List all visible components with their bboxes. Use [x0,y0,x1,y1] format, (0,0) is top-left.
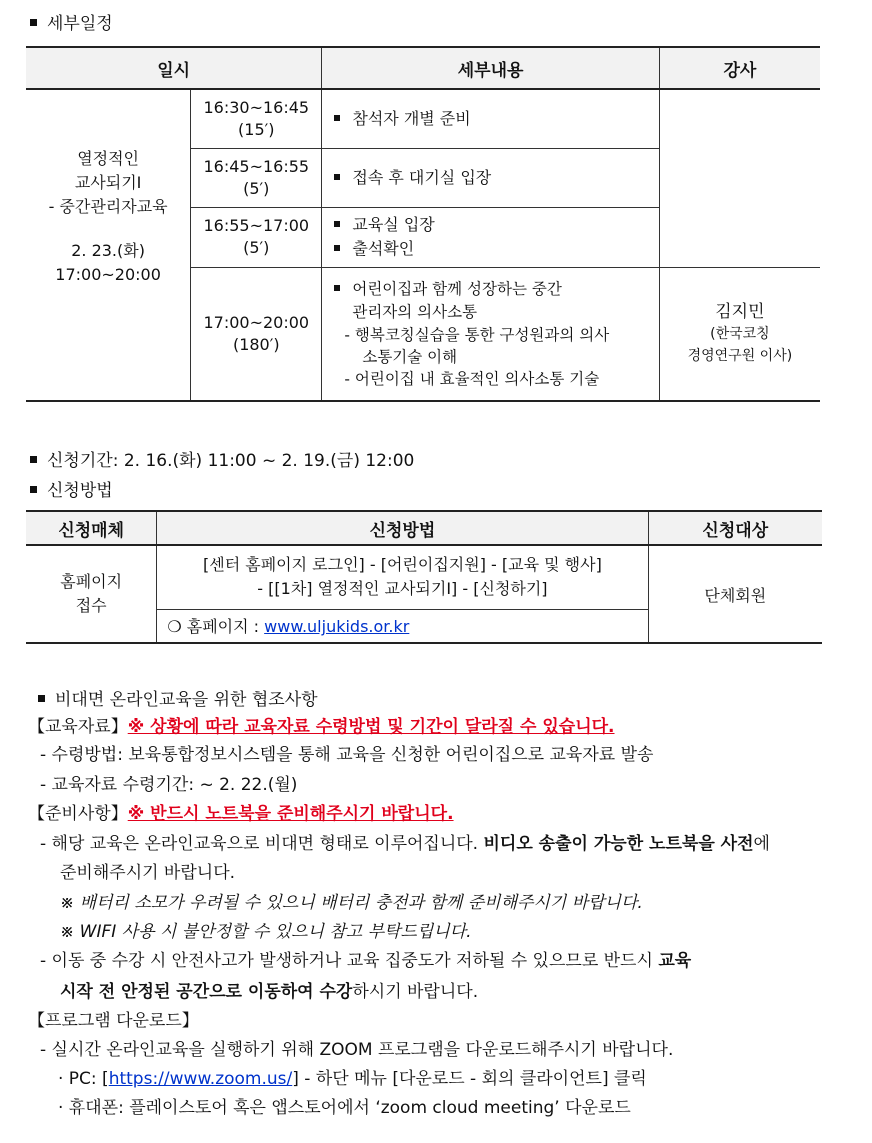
time-cell: 16:55~17:00 (5′) [191,207,322,267]
materials-label: 【교육자료】 [28,717,128,737]
program-title-2: 교사되기Ⅰ [74,173,142,192]
square-bullet-icon [38,695,45,702]
header-method: 신청방법 [157,511,648,545]
prep-note-1: ※ 배터리 소모가 우려될 수 있으니 배터리 충전과 함께 준비해주시기 바랍니다. [60,893,643,913]
download-line-1: - 실시간 온라인교육을 실행하기 위해 ZOOM 프로그램을 다운로드해주시기 바랍니다. [40,1040,674,1060]
header-instructor: 강사 [659,47,820,89]
square-bullet-icon [30,456,37,463]
square-bullet-icon [334,245,340,251]
program-title-3: - 중간관리자교육 [48,197,168,216]
materials-line [28,716,615,738]
header-medium: 신청매체 [26,511,157,545]
program-date: 2. 23.(화) [71,241,145,260]
detail-cell: 접속 후 대기실 입장 [322,148,659,207]
materials-line-1: - 수령방법: 보육통합정보시스템을 통해 교육을 신청한 어린이집으로 교육자료 발송 [40,745,654,765]
instructor-org-1: (한국코칭 [710,325,770,342]
square-bullet-icon [30,486,37,493]
materials-notice: ※ 상황에 따라 교육자료 수령방법 및 기간이 달라질 수 있습니다. [127,717,615,737]
program-title-1: 열정적인 [77,149,140,168]
square-bullet-icon [334,285,340,291]
time-cell: 16:30~16:45 (15′) [191,89,322,148]
method-cell: [센터 홈페이지 로그인] - [어린이집지원] - [교육 및 행사] - [[1차] 열정적인 교사되기Ⅰ] - [신청하기] [157,545,648,609]
program-time: 17:00~20:00 [55,265,161,284]
prep-line-3: - 이동 중 수강 시 안전사고가 발생하거나 교육 집중도가 저하될 수 있으므로 반드시 교육 [40,951,692,971]
download-mobile: · 휴대폰: 플레이스토어 혹은 앱스토어에서 ‘zoom cloud meeting’ 다운로드 [58,1098,631,1118]
square-bullet-icon [334,221,340,227]
prep-line-2: 준비해주시기 바랍니다. [60,863,236,883]
prep-line-4: 시작 전 안정된 공간으로 이동하여 수강하시기 바랍니다. [60,982,479,1002]
cooperation-heading: 비대면 온라인교육을 위한 협조사항 [38,685,318,710]
prep-label: 【준비사항】 [28,804,128,824]
homepage-link[interactable]: www.uljukids.or.kr [264,617,410,637]
download-pc: · PC: [https://www.zoom.us/] - 하단 메뉴 [다운로드 - 회의 클라이언트] 클릭 [58,1069,647,1089]
prep-note-2: ※ WIFI 사용 시 불안정할 수 있으니 참고 부탁드립니다. [60,922,472,942]
apply-period: 신청기간: 2. 16.(화) 11:00 ~ 2. 19.(금) 12:00 [30,446,414,471]
time-cell: 17:00~20:00 (180′) [191,267,322,401]
schedule-heading: 세부일정 [30,9,113,34]
medium-cell: 홈페이지 접수 [26,545,157,643]
homepage-cell: ❍ 홈페이지 : www.uljukids.or.kr [157,609,648,643]
square-bullet-icon [334,115,340,121]
instructor-name: 김지민 [715,301,765,322]
square-bullet-icon [334,174,340,180]
square-bullet-icon [30,19,37,26]
schedule-table [26,46,820,402]
detail-cell: 교육실 입장 출석확인 [322,207,659,267]
instructor-org-2: 경영연구원 이사) [687,347,793,364]
apply-method-heading: 신청방법 [30,476,113,501]
time-cell: 16:45~16:55 (5′) [191,148,322,207]
detail-cell: 참석자 개별 준비 [322,89,659,148]
instructor-cell [659,267,820,401]
header-details: 세부내용 [322,47,659,89]
apply-table [26,510,822,644]
target-cell: 단체회원 [648,545,822,643]
prep-notice: ※ 반드시 노트북을 준비해주시기 바랍니다. [127,804,454,824]
detail-cell: 어린이집과 함께 성장하는 중간 관리자의 의사소통 - 행복코칭실습을 통한 구성원과의 의사 소통기술 이해 - 어린이집 내 효율적인 의사소통 기술 [322,267,659,401]
header-datetime: 일시 [26,47,322,89]
program-cell [26,89,191,401]
prep-line-1: - 해당 교육은 온라인교육으로 비대면 형태로 이루어집니다. 비디오 송출이 가능한 노트북을 사전에 [40,834,770,854]
prep-line [28,803,454,825]
header-target: 신청대상 [648,511,822,545]
instructor-empty-cell [659,89,820,267]
materials-line-2: - 교육자료 수령기간: ~ 2. 22.(월) [40,775,298,795]
zoom-link[interactable]: https://www.zoom.us/ [108,1069,293,1089]
download-label: 【프로그램 다운로드】 [28,1011,199,1031]
